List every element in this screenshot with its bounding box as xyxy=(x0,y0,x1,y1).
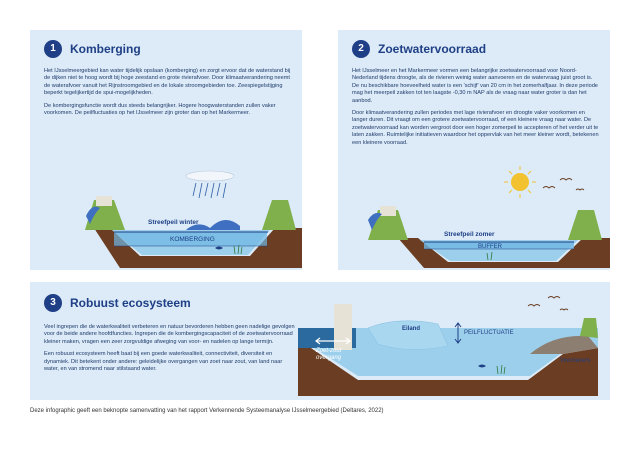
shores-label: Vooroevers xyxy=(560,358,591,364)
dike-right-shape xyxy=(262,200,296,230)
transition-label-1: Zoet-zout xyxy=(316,348,342,354)
panel-number: 1 xyxy=(44,40,62,58)
panel-title: Komberging xyxy=(70,42,141,56)
paragraph: Een robuust ecosysteem heeft baat bij een goede waterkwaliteit, connectiviteit, diversiteit en dynamiek. Dit betekent onder andere: geleidelijke overgangen van zoet naar zout, van land naar water, en van stromend naar stilstaand water. xyxy=(44,351,283,373)
panel-number: 2 xyxy=(352,40,370,58)
island-label: Eiland xyxy=(402,326,421,332)
paragraph: Veel ingrepen die de waterkwaliteit verbeteren en natuur bevorderen hebben geen nadelige gevolgen voor de beide andere hoofdfuncties. Ingrepen die de kombergingscapaciteit of de zoetwatervoorraad kleiner maken, vragen een zeer zorgvuldige afweging van voor- en nadelen op lange termijn. xyxy=(44,324,295,345)
paragraph: Het IJsselmeer en het Markermeer vormen een belangrijke zoetwatervoorraad voor Noord-Nederland tijdens droogte, als de rivieren weinig water aanvoeren en de watervraag juist groot is. De nu beschikbare hoeveelheid water is een 'schijf' van 20 cm in het zomerhalfjaar. In deze periode mag het meerpeil zakken tot ten laagste -0,30 m NAP als de vraag naar water groter is dan het aanbod. xyxy=(352,68,598,104)
panel-number: 3 xyxy=(44,294,62,312)
panel-title: Zoetwatervoorraad xyxy=(378,42,487,56)
komberging-illustration xyxy=(30,158,302,270)
sun-icon xyxy=(511,173,529,191)
paragraph: Het IJsselmeergebied kan water tijdelijk opslaan (komberging) en zorgt ervoor dat de waterstand bij de dijken niet te hoog wordt bij hoge zeestand en grote rivierafvoer. Door klimaatverandering neemt de waterafvoer vanuit het Rijnstroomgebied en de lokale stroomgebieden toe. Zeespiegelstijging beperkt tegelijkertijd de spui-mogelijkheden. xyxy=(44,68,291,97)
panel-text xyxy=(352,68,600,152)
sluice-shape xyxy=(96,196,112,206)
birds-icon xyxy=(543,179,584,191)
band-label: KOMBERGING xyxy=(170,236,215,243)
cloud-icon xyxy=(186,171,234,181)
paragraph: De kombergingsfunctie wordt dus steeds belangrijker. Hogere hoogwaterstanden zullen vaker voorkomen. De peilfluctuaties op het IJsselmeer zijn groter dan op het Markermeer. xyxy=(44,102,276,117)
panel-title: Robuust ecosysteem xyxy=(70,296,191,310)
dike-right-shape xyxy=(580,318,598,338)
rain-icon xyxy=(193,183,226,198)
ecosysteem-illustration xyxy=(298,284,610,398)
paragraph: Door klimaatverandering zullen periodes met lage rivierafvoer en droogte vaker voorkomen en langer duren. Dit vraagt om een grotere zoetwatervoorraad, of een kleinere vraag naar water. De zoetwatervoorraad kan worden vergroot door een hoger zomerpeil te accepteren of het verder uit te laten zakken. Ruimtelijke initiatieven waardoor het oppervlak van het meer kleiner wordt, betekenen een kleinere voorraad. xyxy=(352,110,599,146)
dike-right-shape xyxy=(568,210,602,240)
sluice-shape xyxy=(334,304,352,350)
panel-text xyxy=(44,68,292,122)
level-label: Streefpeil zomer xyxy=(444,231,495,238)
panel-komberging xyxy=(30,30,302,270)
birds-icon xyxy=(528,297,568,311)
level-label: Streefpeil winter xyxy=(148,219,199,226)
panel-zoetwatervoorraad xyxy=(338,30,610,270)
band-label: BUFFER xyxy=(478,244,502,250)
zoetwater-illustration xyxy=(338,158,610,270)
sluice-shape xyxy=(380,206,396,216)
transition-label-2: overgang xyxy=(316,355,342,361)
footnote: Deze infographic geeft een beknopte samenvatting van het rapport Verkennende Systeemanalyse IJsselmeergebied (Deltares, 2022) xyxy=(30,408,384,414)
panel-robuust-ecosysteem xyxy=(30,282,610,400)
panel-text xyxy=(44,324,296,378)
fluctuation-label: PEILFLUCTUATIE xyxy=(464,330,514,336)
